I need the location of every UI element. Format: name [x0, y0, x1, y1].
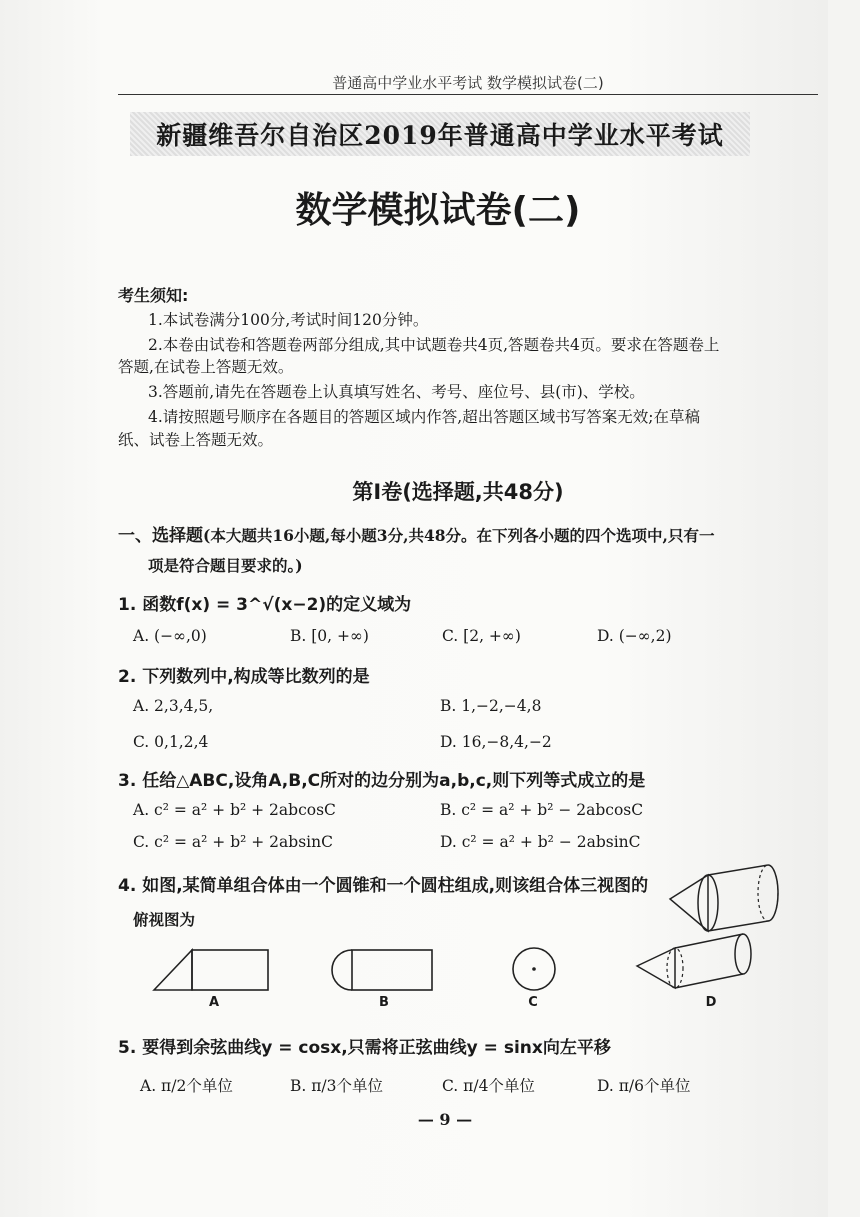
page-number: — 9 —: [417, 1110, 473, 1129]
notice-item: [118, 356, 788, 378]
question-1-option-d: D. (−∞,2): [597, 627, 672, 645]
part-lead: 一、选择题: [118, 526, 203, 546]
notice-text: 2.本卷由试卷和答题卷两部分组成,其中试题卷共4页,答题卷共4页。要求在答题卷上: [148, 336, 720, 354]
question-3-option-b: B. c² = a² + b² − 2abcosC: [440, 801, 644, 819]
question-2-option-d: D. 16,−8,4,−2: [440, 733, 552, 751]
running-head: 普通高中学业水平考试 数学模拟试卷(二): [332, 74, 604, 92]
notice-item: [118, 334, 788, 356]
question-3-option-c: C. c² = a² + b² + 2absinC: [133, 833, 333, 851]
page-title: 数学模拟试卷(二): [295, 190, 581, 231]
question-4-stem-cont: 俯视图为: [133, 910, 196, 929]
figure-label-d: D: [705, 995, 717, 1010]
question-2-stem: 2. 下列数列中,构成等比数列的是: [118, 667, 370, 687]
header-divider: [118, 94, 818, 95]
question-5-option-b: B. π/3个单位: [290, 1077, 384, 1095]
figure-label-c: C: [528, 995, 538, 1010]
figure-option-a: [152, 948, 272, 994]
notice-text: 答题,在试卷上答题无效。: [118, 358, 294, 376]
notice-item: [118, 429, 788, 451]
part-line1: (本大题共16小题,每小题3分,共48分。在下列各小题的四个选项中,只有一: [203, 526, 715, 545]
part-line2: 项是符合题目要求的。): [148, 556, 303, 575]
notice-item: [118, 406, 788, 428]
notice-text: 4.请按照题号顺序在各题目的答题区域内作答,超出答题区域书写答案无效;在草稿: [148, 408, 700, 426]
section-title: 第Ⅰ卷(选择题,共48分): [352, 480, 564, 504]
figure-option-d: [635, 930, 765, 1000]
question-4-stem: 4. 如图,某简单组合体由一个圆锥和一个圆柱组成,则该组合体三视图的: [118, 876, 649, 896]
question-5-option-c: C. π/4个单位: [442, 1077, 535, 1095]
question-2-option-c: C. 0,1,2,4: [133, 733, 209, 751]
question-1-stem: 1. 函数f(x) = 3^√(x−2)的定义域为: [118, 595, 412, 615]
question-5-stem: 5. 要得到余弦曲线y = cosx,只需将正弦曲线y = sinx向左平移: [118, 1038, 611, 1058]
question-1-option-a: A. (−∞,0): [133, 627, 207, 645]
notice-text: 3.答题前,请先在答题卷上认真填写姓名、考号、座位号、县(市)、学校。: [148, 383, 645, 401]
scan-edge: [828, 0, 860, 1217]
figure-label-a: A: [208, 995, 220, 1010]
figure-option-c: [509, 944, 559, 994]
question-5-option-a: A. π/2个单位: [140, 1077, 233, 1095]
part-instructions: [118, 521, 798, 581]
figure-option-b: [328, 948, 438, 994]
notice-title: 考生须知:: [118, 286, 189, 305]
figure-label-b: B: [379, 995, 389, 1010]
question-1-option-c: C. [2, +∞): [442, 627, 521, 645]
question-2-option-a: A. 2,3,4,5,: [133, 697, 214, 715]
question-2-option-b: B. 1,−2,−4,8: [440, 697, 542, 715]
question-3-option-a: A. c² = a² + b² + 2abcosC: [133, 801, 336, 819]
notice-item: [118, 381, 788, 403]
notice-text: 纸、试卷上答题无效。: [118, 431, 274, 449]
question-3-stem: 3. 任给△ABC,设角A,B,C所对的边分别为a,b,c,则下列等式成立的是: [118, 771, 646, 791]
notice-item: [118, 309, 788, 331]
question-5-option-d: D. π/6个单位: [597, 1077, 691, 1095]
notice-text: 1.本试卷满分100分,考试时间120分钟。: [148, 311, 429, 329]
banner-title: 新疆维吾尔自治区2019年普通高中学业水平考试: [156, 121, 724, 150]
question-1-option-b: B. [0, +∞): [290, 627, 369, 645]
question-3-option-d: D. c² = a² + b² − 2absinC: [440, 833, 641, 851]
